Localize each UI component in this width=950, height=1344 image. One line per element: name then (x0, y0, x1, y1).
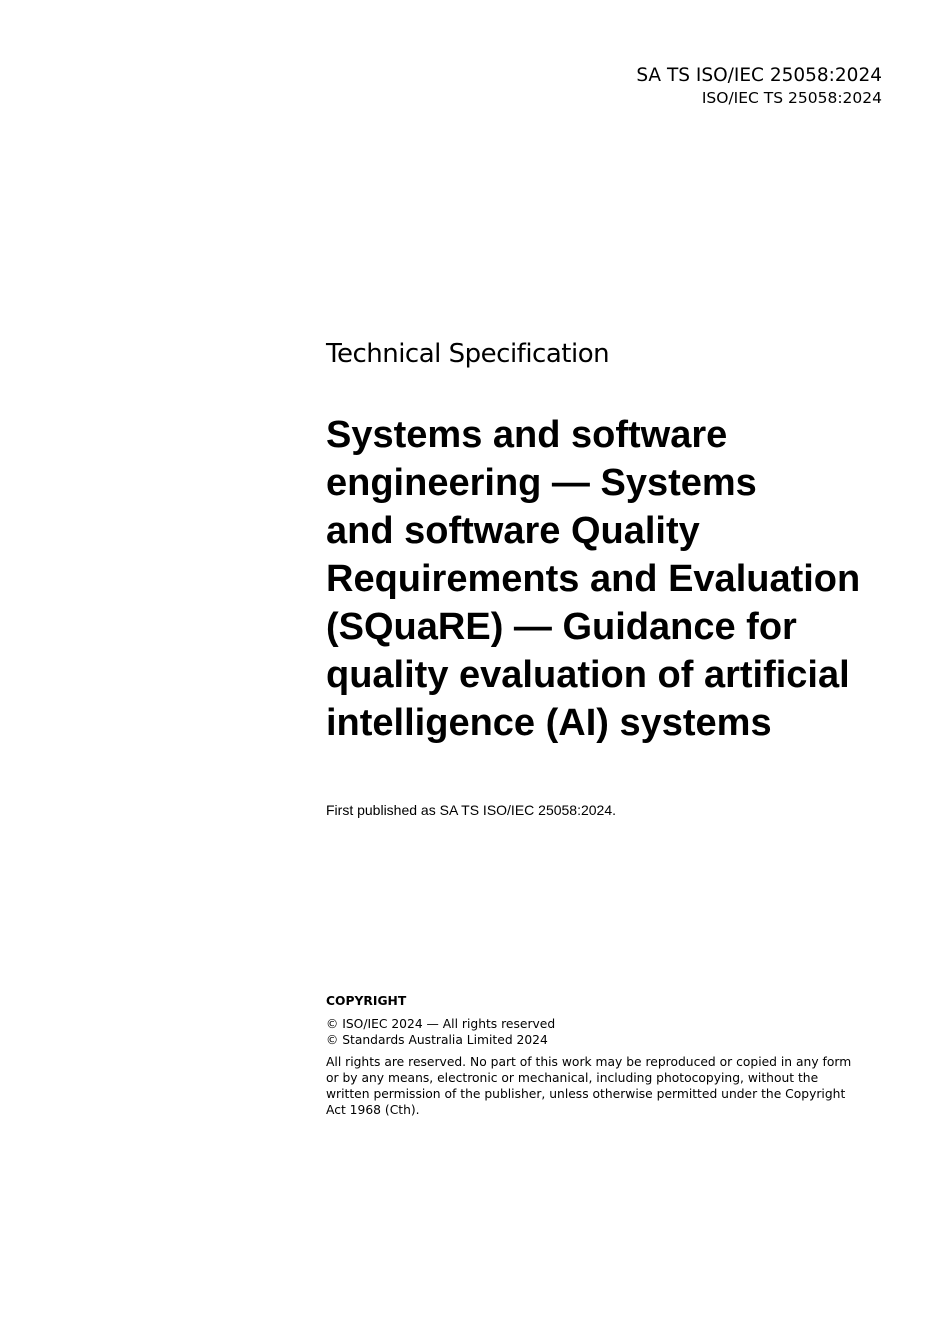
title-line: engineering — Systems (326, 462, 757, 504)
rights-statement: All rights are reserved. No part of this work may be reproduced or copied in any form or by any means, electronic or mechanical, including photocopying, without the written permission of the publisher, unless otherwise permitted under the Copyright Act 1968 (Cth). (326, 1055, 852, 1117)
copyright-section (326, 993, 886, 1118)
designation-secondary: ISO/IEC TS 25058:2024 (701, 89, 882, 107)
document-title (326, 411, 886, 747)
title-line: and software Quality (326, 510, 700, 552)
document-header (636, 64, 882, 108)
title-line: Systems and software (326, 414, 728, 456)
title-line: quality evaluation of artificial (326, 654, 850, 696)
copyright-notice-iso: © ISO/IEC 2024 — All rights reserved (326, 1017, 556, 1031)
title-line: Requirements and Evaluation (326, 558, 861, 600)
copyright-notice-sa: © Standards Australia Limited 2024 (326, 1033, 548, 1047)
title-line: (SQuaRE) — Guidance for (326, 606, 797, 648)
first-published-note: First published as SA TS ISO/IEC 25058:2024. (326, 802, 617, 818)
title-line: intelligence (AI) systems (326, 702, 772, 744)
designation-primary: SA TS ISO/IEC 25058:2024 (636, 65, 882, 86)
document-type: Technical Specification (326, 339, 610, 369)
copyright-heading: COPYRIGHT (326, 994, 407, 1008)
